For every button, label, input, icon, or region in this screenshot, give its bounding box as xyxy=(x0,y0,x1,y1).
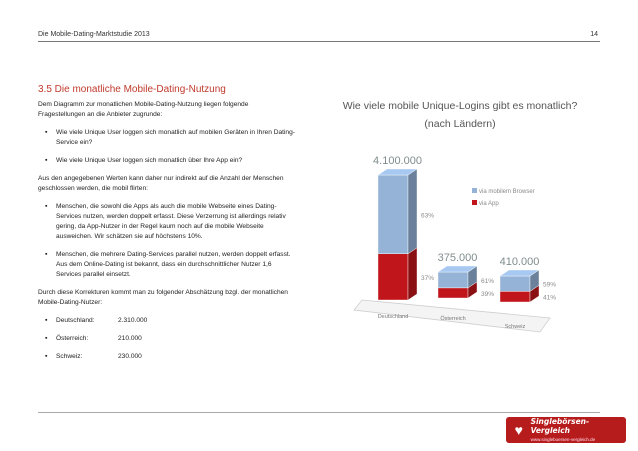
bar-segment-app-side xyxy=(408,248,417,300)
header-title: Die Mobile-Dating-Marktstudie 2013 xyxy=(38,31,150,38)
category-label: Deutschland xyxy=(377,314,409,320)
total-label: 410.000 xyxy=(499,256,540,268)
browser-percent-label: 63% xyxy=(421,212,435,220)
logo-title: Singlebörsen-Vergleich xyxy=(530,416,590,435)
legend-label: via App xyxy=(479,201,499,207)
bar-segment-app xyxy=(378,254,408,300)
list-item xyxy=(56,352,296,362)
estimate-value: 2.310.000 xyxy=(118,317,148,324)
chart-title xyxy=(310,97,610,133)
list-item: ▪ Wie viele Unique User loggen sich monatlich auf mobilen Geräten in Ihren Dating-Service ein? xyxy=(56,128,296,148)
chart-subtitle: (nach Ländern) xyxy=(424,118,496,130)
estimate-country: ▪ Deutschland: xyxy=(56,317,95,324)
conclusion-paragraph: Durch diese Korrekturen kommt man zu folgender Abschätzung bzgl. der monatlichen Mobile-Dating-Nutzer: xyxy=(38,289,288,306)
section-title: 3.5 Die monatliche Mobile-Dating-Nutzung xyxy=(38,84,226,95)
bar-segment-browser xyxy=(378,175,408,254)
bar-segment-app xyxy=(500,291,530,302)
total-label: 375.000 xyxy=(437,252,478,264)
footer-divider xyxy=(38,412,600,413)
app-percent-label: 41% xyxy=(543,294,557,302)
list-item: ▪ Menschen, die sowohl die Apps als auch die mobile Webseite eines Dating-Services nutzen, werden doppelt erfasst. Diese Verzerrung ist allerdings relativ gering, da App-Nutzer in der Regel kaum noch auf die mobile Webseite ausweichen. Wir schätzen sie auf höchstens 10%. xyxy=(56,202,296,242)
questions-list xyxy=(38,128,296,166)
chart-title-line: Wie viele mobile Unique-Logins gibt es monatlich? xyxy=(342,100,578,112)
legend-swatch xyxy=(472,200,477,205)
category-label: Österreich xyxy=(440,316,466,322)
app-percent-label: 39% xyxy=(481,290,495,298)
brand-logo[interactable] xyxy=(506,417,626,443)
list-item xyxy=(56,334,296,344)
estimate-value: 210.000 xyxy=(118,335,142,342)
heart-icon: ♥ xyxy=(514,422,523,438)
category-label: Schweiz xyxy=(504,324,526,330)
note-paragraph: Aus den angegebenen Werten kann daher nur indirekt auf die Anzahl der Menschen geschlossen werden, die mobil flirten: xyxy=(38,175,284,192)
header-divider xyxy=(38,41,600,42)
browser-percent-label: 61% xyxy=(481,277,495,285)
app-percent-label: 37% xyxy=(421,274,435,282)
stacked-bar-chart xyxy=(300,130,590,345)
bar-segment-app xyxy=(438,288,468,298)
browser-percent-label: 59% xyxy=(543,281,557,289)
list-item xyxy=(56,316,296,326)
total-label: 4.100.000 xyxy=(373,155,422,167)
list-item: ▪ Wie viele Unique User loggen sich monatlich über Ihre App ein? xyxy=(56,156,296,166)
legend-swatch xyxy=(472,188,477,193)
page-number: 14 xyxy=(590,31,598,38)
legend-label: via mobilem Browser xyxy=(479,189,535,195)
estimate-country: ▪ Österreich: xyxy=(56,335,89,342)
estimate-value: 230.000 xyxy=(118,353,142,360)
notes-list xyxy=(38,202,296,280)
intro-paragraph: Dem Diagramm zur monatlichen Mobile-Dating-Nutzung liegen folgende Fragestellungen an die Anbieter zugrunde: xyxy=(38,101,249,118)
bar-segment-browser-side xyxy=(408,169,417,254)
logo-url: www.singleboersen-vergleich.de xyxy=(530,436,596,442)
body-text xyxy=(38,100,296,370)
bar-segment-browser xyxy=(500,276,530,291)
estimates-list xyxy=(38,316,296,362)
bar-segment-browser xyxy=(438,272,468,288)
estimate-country: ▪ Schweiz: xyxy=(56,353,83,360)
list-item: ▪ Menschen, die mehrere Dating-Services parallel nutzen, werden doppelt erfasst. Aus dem Online-Dating ist bekannt, dass ein durchschnittlicher Nutzer 1,6 Services parallel einsetzt. xyxy=(56,250,296,280)
